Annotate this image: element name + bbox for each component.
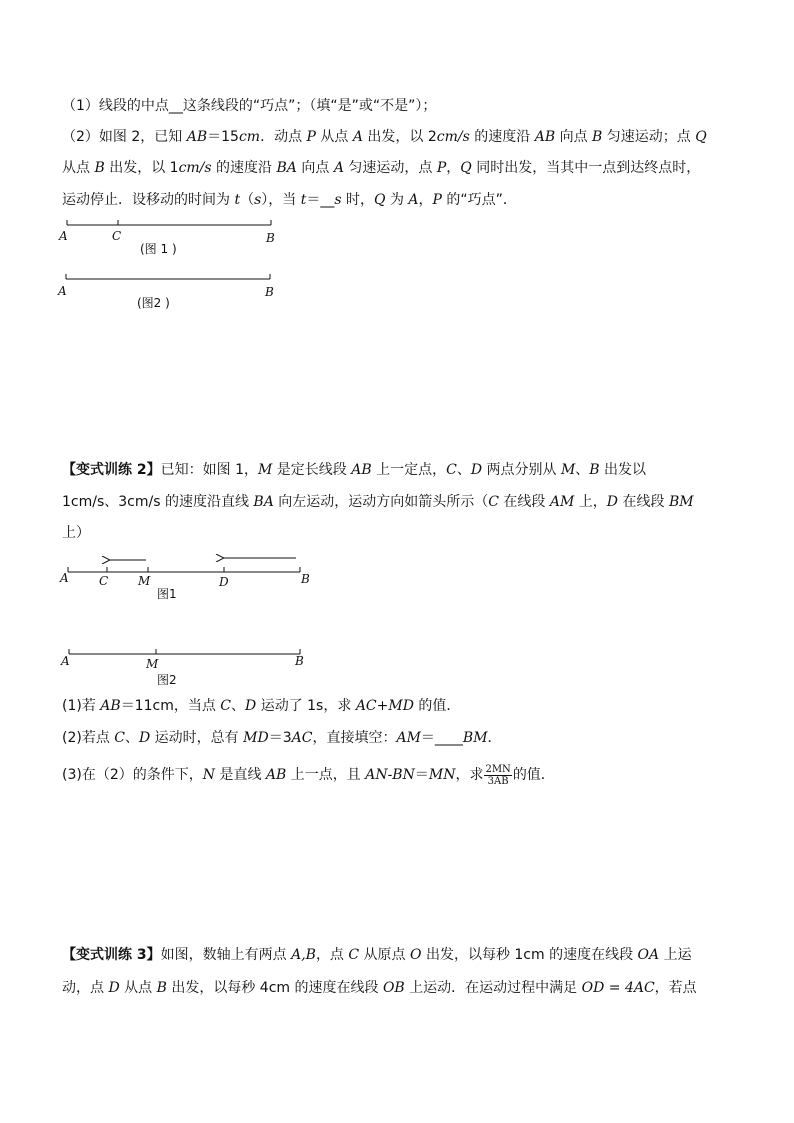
text: 从点 bbox=[315, 129, 353, 145]
part2-figure2 bbox=[52, 640, 322, 688]
text: 是直线 bbox=[215, 767, 266, 783]
label-a: A bbox=[60, 571, 69, 585]
var-b: B bbox=[589, 462, 600, 478]
var-b: B bbox=[94, 160, 105, 176]
var-bm: BM bbox=[668, 494, 694, 510]
text: 动，点 bbox=[62, 980, 109, 996]
part1-question2-line2 bbox=[62, 158, 700, 178]
part2-intro-line3: 上） bbox=[62, 525, 90, 541]
text: 运动停止．设移动的时间为 bbox=[62, 192, 235, 208]
label-m: M bbox=[138, 574, 151, 588]
var-b: B bbox=[592, 129, 603, 145]
var-m: M bbox=[560, 462, 576, 478]
var-d: D bbox=[470, 462, 483, 478]
label-c: C bbox=[99, 574, 109, 588]
text: ，直接填空： bbox=[312, 730, 397, 746]
var-c: C bbox=[446, 462, 457, 478]
text: 两点分别从 bbox=[482, 462, 561, 478]
var-d: D bbox=[245, 698, 257, 714]
text: 、 bbox=[456, 462, 471, 478]
text: 出发，以每秒 1cm 的速度在线段 bbox=[421, 947, 638, 963]
var-d: D bbox=[606, 494, 619, 510]
fraction-denominator: 3AB bbox=[487, 775, 509, 787]
text: 已知：如图 1， bbox=[160, 462, 258, 478]
var-am: AM bbox=[396, 730, 421, 746]
text: 从点 bbox=[62, 160, 95, 176]
var-p: P bbox=[306, 129, 316, 145]
text: 的“巧点”． bbox=[441, 192, 517, 208]
part2-intro-line2 bbox=[62, 492, 694, 512]
text: 1cm/s、3cm/s 的速度沿直线 bbox=[62, 494, 254, 510]
var-ba: BA bbox=[276, 160, 297, 176]
text: 向点 bbox=[296, 160, 334, 176]
text: （2）如图 2，已知 bbox=[62, 129, 187, 145]
var-d: D bbox=[108, 980, 120, 996]
var-am: AM bbox=[549, 494, 575, 510]
var-c: C bbox=[488, 494, 499, 510]
label-b: B bbox=[266, 231, 275, 245]
part2-question2 bbox=[62, 728, 502, 748]
var-mn: MN bbox=[428, 767, 456, 783]
var-md: MD bbox=[243, 730, 269, 746]
expr: AC+MD bbox=[355, 698, 414, 714]
text: 匀速运动，点 bbox=[343, 160, 437, 176]
part1-figure2 bbox=[50, 270, 290, 314]
text: ， bbox=[418, 192, 433, 208]
var-p: P bbox=[436, 160, 447, 176]
label-d: D bbox=[219, 575, 229, 589]
var-a: A bbox=[408, 192, 419, 208]
text: ＝ bbox=[414, 767, 429, 783]
part1-question2-line1 bbox=[62, 127, 707, 147]
var-oa: OA bbox=[637, 947, 660, 963]
var-q: Q bbox=[460, 160, 472, 176]
exercise-tag: 【变式训练 3】 bbox=[62, 947, 161, 963]
text: 的值． bbox=[512, 767, 555, 783]
figure-caption: 图1 bbox=[157, 587, 177, 601]
var-p: P bbox=[432, 192, 442, 208]
text: 的速度沿 bbox=[469, 129, 535, 145]
text: ＝____ bbox=[420, 730, 463, 746]
var-ab: AB bbox=[100, 698, 121, 714]
var-q: Q bbox=[695, 129, 707, 145]
text: (1)若 bbox=[62, 698, 101, 714]
var-n: N bbox=[202, 767, 215, 783]
label-b: B bbox=[301, 572, 310, 586]
text: 的值． bbox=[413, 698, 461, 714]
text: 在线段 bbox=[498, 494, 550, 510]
var-b: B bbox=[156, 980, 167, 996]
text: ，点 bbox=[315, 947, 349, 963]
part3-intro-line1 bbox=[62, 945, 692, 965]
text: 的速度沿 bbox=[211, 160, 277, 176]
text: 匀速运动；点 bbox=[602, 129, 696, 145]
part1-question2-line3 bbox=[62, 190, 517, 210]
var-a: A bbox=[333, 160, 344, 176]
part2-figure1 bbox=[52, 550, 322, 606]
text: ． bbox=[487, 730, 502, 746]
var-ab: AB bbox=[534, 129, 556, 145]
var-ab: A,B bbox=[291, 947, 316, 963]
var-t: t bbox=[234, 192, 241, 208]
fraction-numerator: 2MN bbox=[485, 763, 511, 775]
text: 、 bbox=[231, 698, 246, 714]
text: ，若点 bbox=[654, 980, 697, 996]
figure-caption: 图2 bbox=[157, 673, 177, 687]
part2-question3 bbox=[62, 760, 555, 790]
text: ＝15 bbox=[207, 129, 239, 145]
text: 上， bbox=[574, 494, 607, 510]
text: ．动点 bbox=[260, 129, 307, 145]
figure-caption: (图 1 ) bbox=[140, 242, 177, 256]
text: (2)若点 bbox=[62, 730, 115, 746]
var-d: D bbox=[139, 730, 151, 746]
text: 从点 bbox=[119, 980, 157, 996]
exercise-tag: 【变式训练 2】 bbox=[62, 462, 161, 478]
label-b: B bbox=[265, 285, 274, 299]
text: （ bbox=[240, 192, 255, 208]
text: 同时出发，当其中一点到达终点时， bbox=[471, 160, 701, 176]
label-a: A bbox=[58, 284, 67, 298]
unit-s: s bbox=[334, 192, 342, 208]
unit-cm: cm bbox=[238, 129, 261, 145]
text: ， bbox=[446, 160, 461, 176]
var-ba: BA bbox=[253, 494, 274, 510]
var-c: C bbox=[220, 698, 232, 714]
text: 上运 bbox=[659, 947, 692, 963]
var-a: A bbox=[352, 129, 363, 145]
text: 为 bbox=[385, 192, 409, 208]
text: 是定长线段 bbox=[272, 462, 352, 478]
text: 出发以 bbox=[599, 462, 647, 478]
figure-caption: (图2 ) bbox=[137, 296, 170, 310]
text: 出发，以每秒 4cm 的速度在线段 bbox=[166, 980, 383, 996]
text: ＝11cm，当点 bbox=[120, 698, 221, 714]
expr: AN-BN bbox=[365, 767, 415, 783]
text: 向左运动，运动方向如箭头所示（ bbox=[273, 494, 489, 510]
label-m: M bbox=[146, 657, 159, 671]
text: ＝__ bbox=[306, 192, 335, 208]
var-ab: AB bbox=[186, 129, 208, 145]
part3-intro-line2 bbox=[62, 978, 697, 998]
var-ac: AC bbox=[291, 730, 313, 746]
label-c: C bbox=[112, 229, 122, 243]
var-ob: OB bbox=[382, 980, 405, 996]
text: (3)在（2）的条件下， bbox=[62, 767, 203, 783]
text: 上一点，且 bbox=[286, 767, 366, 783]
text: 运动时，总有 bbox=[150, 730, 244, 746]
text: ＝3 bbox=[268, 730, 292, 746]
text: 向点 bbox=[555, 129, 593, 145]
var-t: t bbox=[300, 192, 307, 208]
var-bm: BM bbox=[462, 730, 488, 746]
text: 从原点 bbox=[359, 947, 411, 963]
var-m: M bbox=[257, 462, 273, 478]
var-c: C bbox=[348, 947, 360, 963]
part2-question1 bbox=[62, 696, 460, 716]
label-a: A bbox=[59, 229, 68, 243]
var-c: C bbox=[114, 730, 125, 746]
text: ），当 bbox=[261, 192, 301, 208]
text: 如图，数轴上有两点 bbox=[160, 947, 292, 963]
unit-speed: cm/s bbox=[436, 129, 470, 145]
text: ，求 bbox=[455, 767, 484, 783]
text: 、 bbox=[125, 730, 139, 746]
label-a: A bbox=[61, 654, 70, 668]
part1-question1: （1）线段的中点__这条线段的“巧点”；（填“是”或“不是”）； bbox=[62, 98, 437, 114]
text: 出发，以 2 bbox=[362, 129, 437, 145]
label-b: B bbox=[295, 654, 304, 668]
var-ab: AB bbox=[265, 767, 287, 783]
text: 时， bbox=[341, 192, 375, 208]
var-ab: AB bbox=[351, 462, 372, 478]
text: 出发，以 1 bbox=[104, 160, 179, 176]
text: 上运动．在运动过程中满足 bbox=[404, 980, 582, 996]
text: 在线段 bbox=[618, 494, 669, 510]
unit-speed: cm/s bbox=[178, 160, 212, 176]
expr: OD = 4AC bbox=[581, 980, 655, 996]
fraction bbox=[484, 764, 511, 787]
part2-intro-line1 bbox=[62, 460, 646, 480]
var-q: Q bbox=[374, 192, 386, 208]
text: 、 bbox=[575, 462, 590, 478]
part1-figure1 bbox=[50, 216, 290, 258]
text: 运动了 1s，求 bbox=[256, 698, 356, 714]
text: 上一定点， bbox=[371, 462, 447, 478]
var-o: O bbox=[410, 947, 422, 963]
unit-s: s bbox=[254, 192, 262, 208]
